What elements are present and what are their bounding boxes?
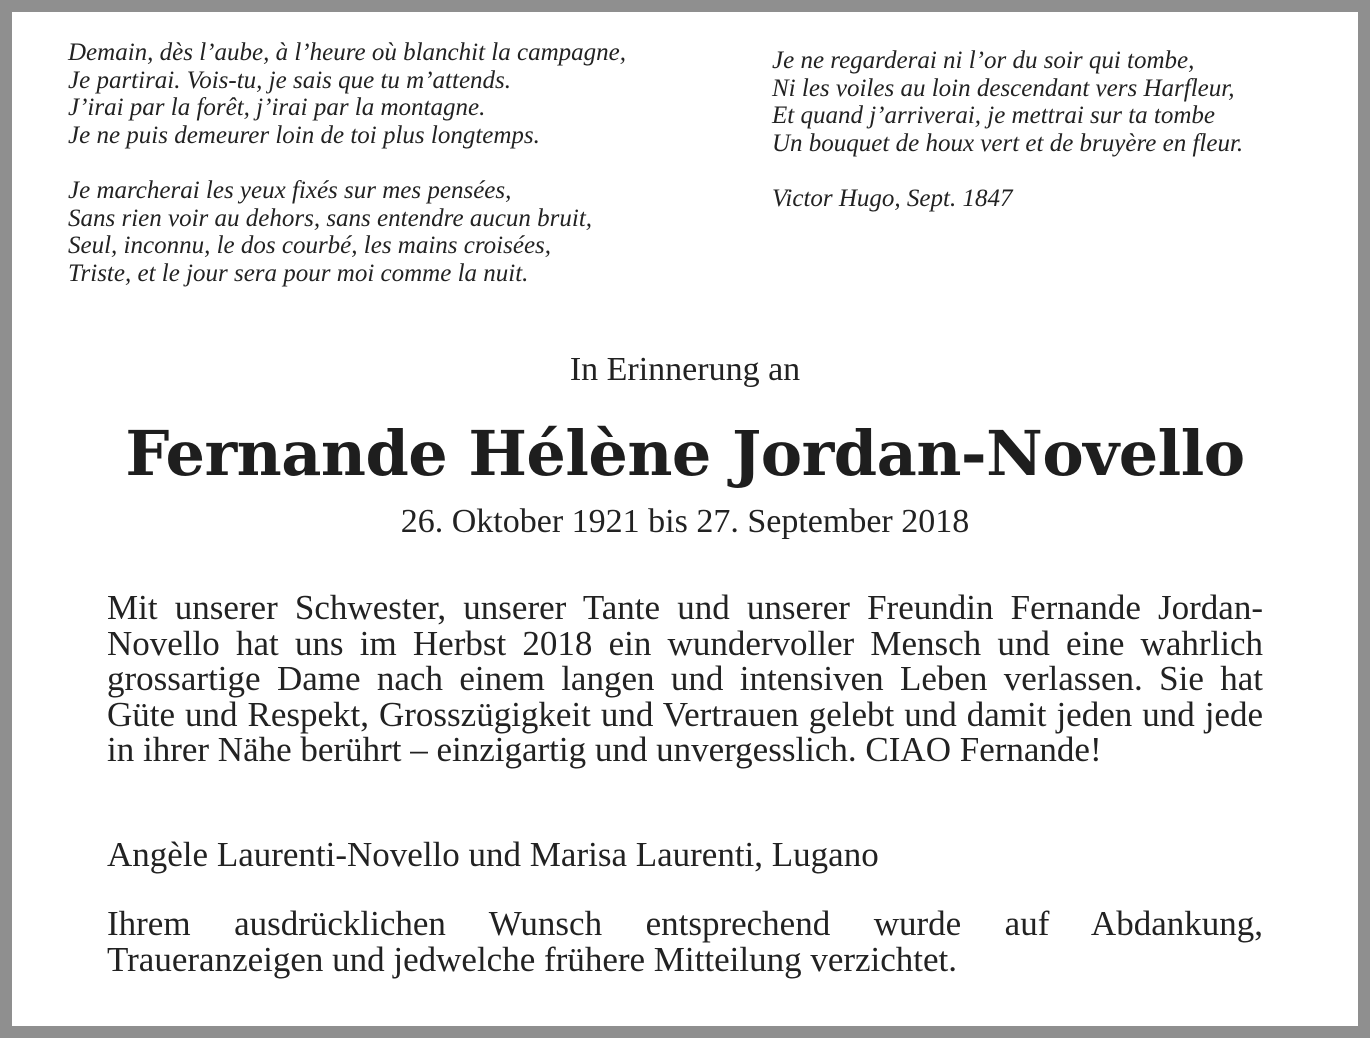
poem-line: Un bouquet de houx vert et de bruyère en fleur. (772, 129, 1244, 157)
poem-line: Je ne regarderai ni l’or du soir qui tombe, (772, 47, 1195, 74)
poem-line: Je marcherai les yeux fixés sur mes pensées, (68, 177, 512, 204)
poem-stanza-3 (772, 47, 1352, 157)
poem-line: Ni les voiles au loin descendant vers Harfleur, (772, 74, 1235, 102)
closing-note: Ihrem ausdrücklichen Wunsch entsprechend wurde auf Abdankung, Traueranzeigen und jedwelche frühere Mitteilung verzichtet. (107, 904, 1263, 979)
poem-attribution: Victor Hugo, Sept. 1847 (772, 185, 1013, 212)
memorial-intro: In Erinnerung an (569, 351, 801, 388)
poem-line: Seul, inconnu, le dos courbé, les mains croisées, (68, 232, 552, 259)
poem-line: Je partirai. Vois-tu, je sais que tu m’attends. (68, 66, 512, 94)
signatories: Angèle Laurenti-Novello und Marisa Laurenti, Lugano (107, 835, 879, 874)
poem-line: Sans rien voir au dehors, sans entendre aucun bruit, (68, 204, 593, 232)
obituary-notice (12, 12, 1358, 1026)
poem-stanza-1 (68, 39, 758, 149)
poem-line: Demain, dès l’aube, à l’heure où blanchit la campagne, (68, 39, 626, 66)
poem-stanza-2 (68, 177, 758, 287)
poem-right-column (772, 47, 1352, 213)
poem-line: Et quand j’arriverai, je mettrai sur ta tombe (772, 102, 1216, 129)
poem-left-column (68, 39, 758, 315)
deceased-name: Fernande Hélène Jordan-Novello (125, 417, 1245, 490)
memorial-text: Mit unserer Schwester, unserer Tante und unserer Freundin Fernande Jordan-Novello hat uns im Herbst 2018 ein wundervoller Mensch und eine wahrlich grossartige Dame nach einem langen und intensiven Leben verlassen. Sie hat Güte und Respekt, Grosszügigkeit und Vertrauen gelebt und damit jeden und jede in ihrer Nähe berührt – einzigartig und unvergesslich. CIAO Fernande! (107, 588, 1263, 769)
poem-line: Triste, et le jour sera pour moi comme la nuit. (68, 259, 529, 287)
life-dates: 26. Oktober 1921 bis 27. September 2018 (400, 503, 970, 540)
poem-line: Je ne puis demeurer loin de toi plus longtemps. (68, 121, 540, 149)
poem-line: J’irai par la forêt, j’irai par la montagne. (68, 94, 486, 121)
